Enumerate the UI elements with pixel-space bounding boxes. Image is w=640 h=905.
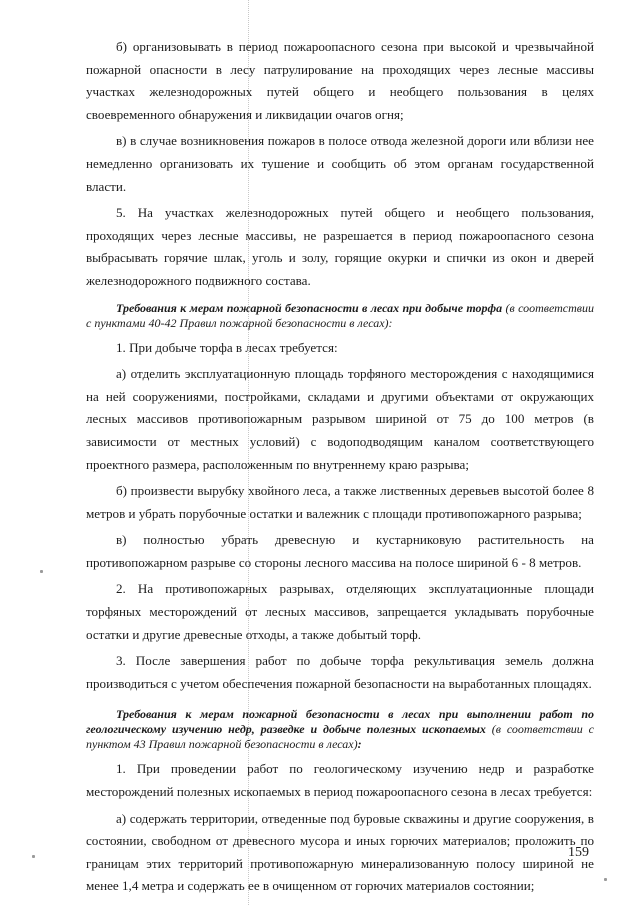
heading-geology-colon: : [357,737,362,752]
paragraph-5-prohibition: 5. На участках железнодорожных путей общего и необщего пользования, проходящих через лесные массивы, не разрешается в период пожароопасного сезона выбрасывать горячие шлак, уголь и золу, горящие окурки и спички из окон и дверей железнодорожного подвижного состава. [86,205,594,288]
paragraph-v-vegetation: в) полностью убрать древесную и кустарниковую растительность на противопожарном разрыве со стороны лесного массива на полосе шириной 6 - 8 метров. [86,532,594,570]
page-number: 159 [568,845,589,860]
heading-geology-title: Требования к мерам пожарной безопасности в лесах при выполнении работ по геологическому изучению недр, разведке и добыче полезных ископаемых [86,707,594,737]
scan-speck [604,878,607,881]
paragraph-1-peat-requirements: 1. При добыче торфа в лесах требуется: [116,339,338,355]
paragraph-a-territory: а) содержать территории, отведенные под буровые скважины и другие сооружения, в состоянии, свободном от древесного мусора и иных горючих материалов; проложить по границам этих территорий противопожарную минерализованную полосу шириной не менее 1,4 метра и содержать ее в очищенном от горючих материалов состоянии; [86,810,594,894]
paragraph-b-patrol: б) организовывать в период пожароопасного сезона при высокой и чрезвычайной пожарной опасности в лесу патрулирование на проходящих через лесные массивы участках железнодорожных путей общего и необщего пользования в целях своевременного обнаружения и ликвидации очагов огня; [86,39,594,122]
paragraph-3-reclamation: 3. После завершения работ по добыче торфа рекультивация земель должна производиться с учетом обеспечения пожарной безопасности на выработанных площадях. [86,653,594,691]
paragraph-b-clearing: б) произвести вырубку хвойного леса, а также лиственных деревьев высотой более 8 метров и убрать порубочные остатки и валежник с площади противопожарного разрыва; [86,483,594,521]
section-heading-peat [86,301,594,331]
heading-peat-reference: (в соответствии с пунктами 40-42 Правил пожарной безопасности в лесах): [86,300,595,330]
paragraph-2-firebreak-ban: 2. На противопожарных разрывах, отделяющих эксплуатационные площади торфяных месторождений от лесных массивов, запрещается укладывать порубочные остатки и другие древесные отходы, а также добытый торф. [86,581,594,642]
scan-speck [40,570,43,573]
heading-peat-title: Требования к мерам пожарной безопасности в лесах при добыче торфа [116,300,503,315]
section-heading-geology [86,707,594,752]
paragraph-v-fire-report: в) в случае возникновения пожаров в полосе отвода железной дороги или вблизи нее немедленно организовать их тушение и сообщить об этом органам государственной власти. [86,133,594,194]
document-page [86,36,594,898]
paragraph-a-firebreak: а) отделить эксплуатационную площадь торфяного месторождения с находящимися на ней сооружениями, постройками, складами и другими объектами от окружающих лесных массивов противопожарным разрывом шириной от 75 до 100 метров (в зависимости от местных условий) с водоподводящим каналом соответствующего проектного размера, расположенным по внутреннему краю разрыва; [86,366,594,472]
scan-speck [32,855,35,858]
paragraph-1-geology-requirements: 1. При проведении работ по геологическому изучению недр и разработке месторождений полезных ископаемых в период пожароопасного сезона в лесах требуется: [86,761,594,800]
heading-geology-reference: (в соответствии с пунктом 43 Правил пожарной безопасности в лесах) [86,722,594,752]
